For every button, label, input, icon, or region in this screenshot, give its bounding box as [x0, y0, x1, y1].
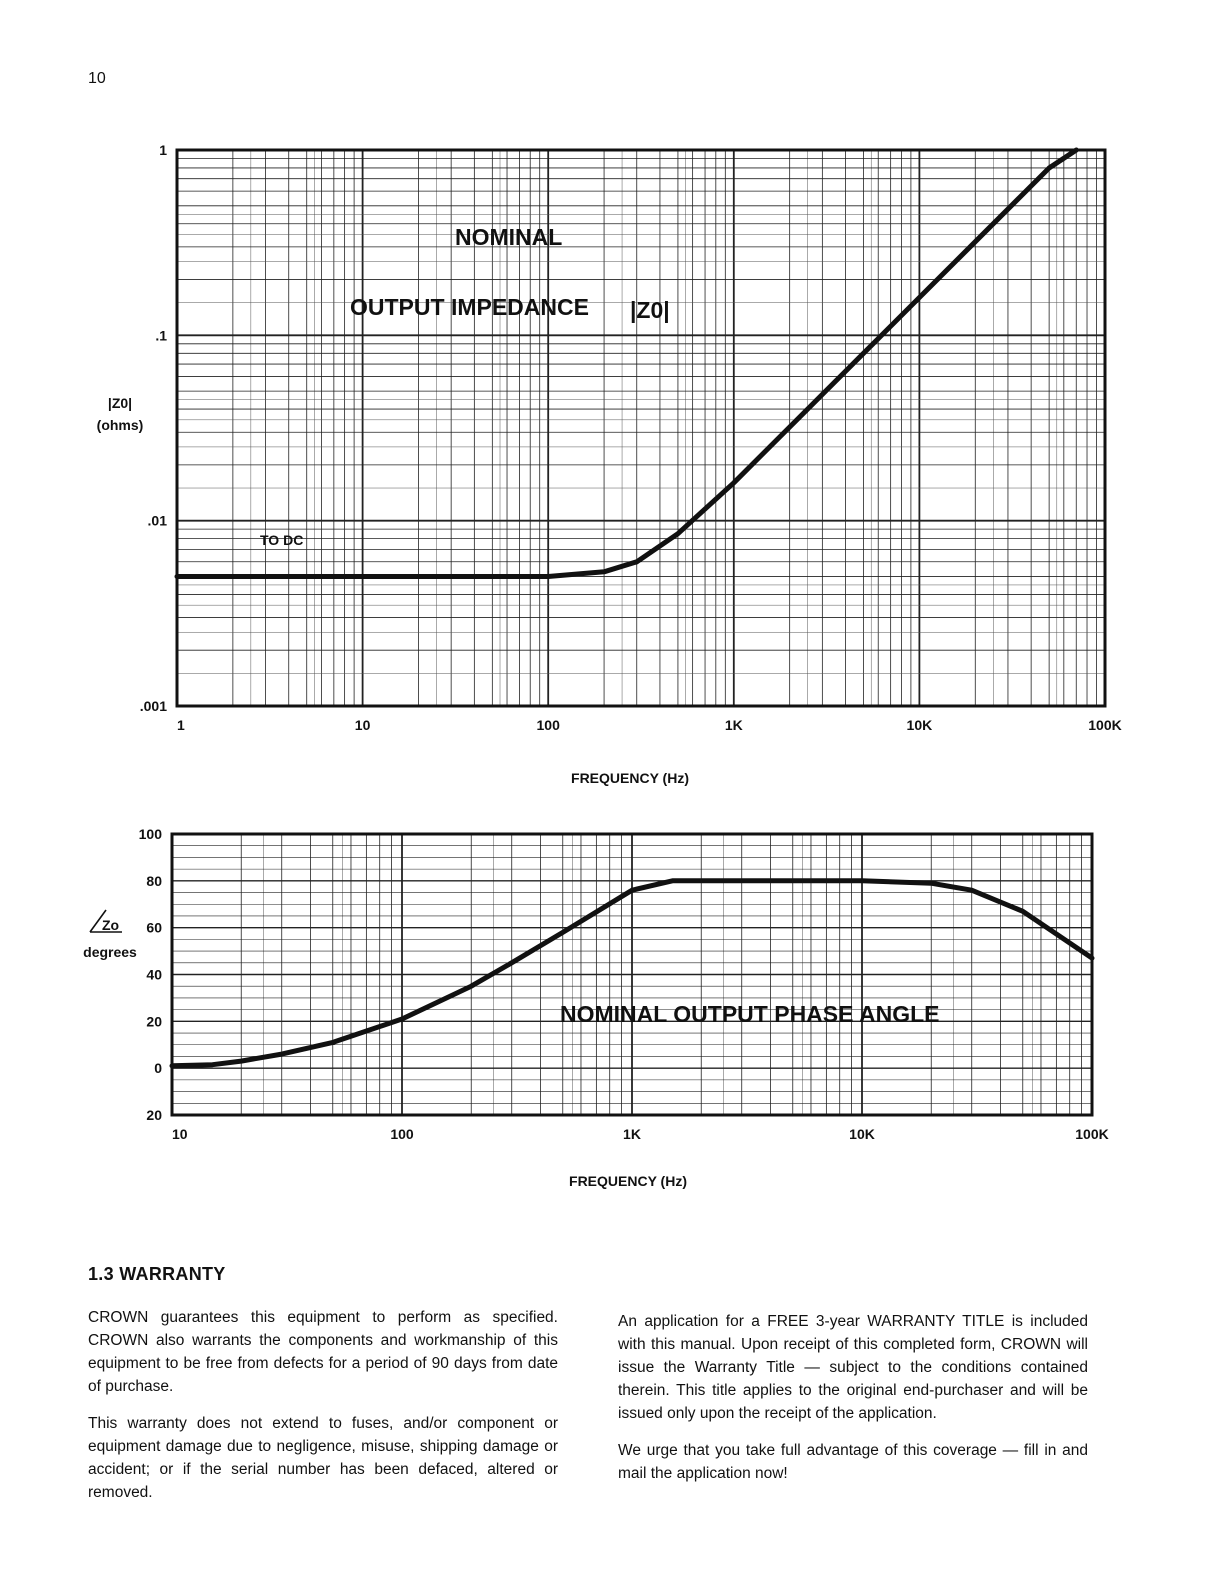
phase-ylabel-unit: degrees	[83, 944, 137, 960]
phase-title: NOMINAL OUTPUT PHASE ANGLE	[560, 1001, 940, 1027]
x-tick-label: 1K	[623, 1126, 641, 1142]
x-tick-label: 100	[390, 1126, 414, 1142]
x-tick-label: 100	[536, 717, 560, 733]
impedance-xlabel: FREQUENCY (Hz)	[571, 770, 689, 786]
x-tick-label: 1K	[724, 717, 743, 733]
y-tick-label: .01	[147, 512, 167, 529]
phase-grid	[172, 834, 1092, 1115]
y-tick-label: .001	[139, 698, 167, 714]
y-tick-label: 20	[146, 1013, 162, 1030]
impedance-title-symbol: |Z0|	[630, 297, 670, 323]
impedance-ylabel-symbol: |Z0|	[107, 395, 133, 411]
x-tick-label: 1	[177, 717, 185, 733]
x-tick-label: 10	[354, 717, 371, 733]
y-tick-label: 0	[154, 1060, 162, 1077]
x-tick-label: 10	[172, 1126, 188, 1142]
impedance-ylabel-unit: (ohms)	[96, 417, 144, 433]
y-tick-label: .1	[155, 327, 167, 344]
phase-tick-labels	[139, 826, 1109, 1142]
x-tick-label: 10K	[849, 1126, 875, 1142]
x-tick-label: 100K	[1088, 717, 1122, 733]
phase-ylabel-symbol: Zo	[102, 917, 120, 933]
y-tick-label: 20	[146, 1107, 162, 1123]
warranty-paragraph: We urge that you take full advantage of this coverage — fill in and mail the application now!	[618, 1442, 1088, 1482]
x-tick-label: 100K	[1075, 1126, 1109, 1142]
warranty-heading: 1.3 WARRANTY	[88, 1264, 226, 1284]
y-tick-label: 80	[146, 872, 162, 889]
phase-xlabel: FREQUENCY (Hz)	[569, 1173, 687, 1189]
y-tick-label: 60	[146, 919, 162, 936]
impedance-title-line1: NOMINAL	[455, 224, 563, 250]
warranty-left-column	[88, 1306, 558, 1518]
y-tick-label: 100	[138, 826, 162, 842]
y-tick-label: 40	[146, 966, 162, 983]
x-tick-label: 10K	[906, 717, 933, 733]
warranty-paragraph: This warranty does not extend to fuses, and/or component or equipment damage due to negligence, misuse, shipping damage or accident; or if the serial number has been defaced, altered or removed.	[88, 1415, 558, 1501]
y-tick-label: 1	[159, 142, 167, 158]
impedance-annotation: TO DC	[260, 532, 304, 548]
warranty-right-column	[618, 1310, 1088, 1499]
warranty-paragraph: An application for a FREE 3-year WARRANTY TITLE is included with this manual. Upon receipt of this completed form, CROWN will issue the Warranty Title — subject to the conditions contained therein. This title applies to the original end-purchaser and will be issued only upon the receipt of the application.	[618, 1313, 1088, 1422]
page-number: 10	[88, 70, 106, 87]
warranty-paragraph: CROWN guarantees this equipment to perform as specified. CROWN also warrants the components and workmanship of this equipment to be free from defects for a period of 90 days from date of purchase.	[88, 1309, 558, 1395]
impedance-title-line2: OUTPUT IMPEDANCE	[350, 294, 589, 320]
